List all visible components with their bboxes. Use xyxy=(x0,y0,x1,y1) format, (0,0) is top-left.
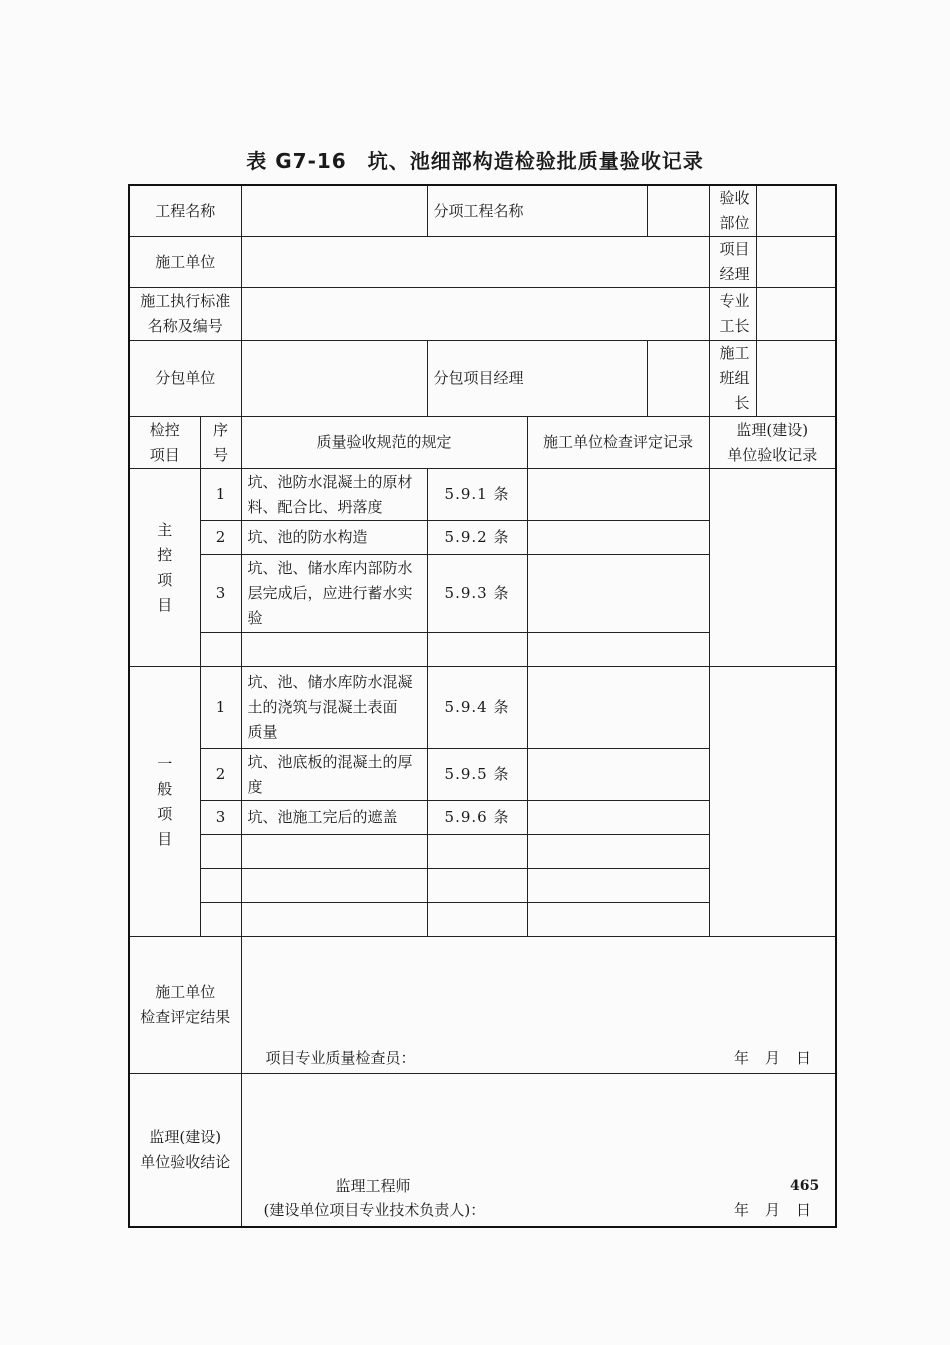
empty-clause-cell[interactable] xyxy=(427,633,527,667)
main-label-char: 主 xyxy=(157,520,173,539)
column-header-row xyxy=(129,417,836,469)
check-record-cell[interactable] xyxy=(527,555,709,633)
item-description xyxy=(241,469,427,521)
standard-label xyxy=(129,288,241,341)
main-label-char: 项 xyxy=(157,570,173,589)
item-description xyxy=(241,667,427,749)
subcontract-unit-field[interactable] xyxy=(241,341,427,417)
check-record-column-header: 施工单位检查评定记录 xyxy=(527,417,709,469)
sub-project-label: 分项工程名称 xyxy=(427,185,647,237)
sub-project-field[interactable] xyxy=(647,185,709,237)
check-record-cell[interactable] xyxy=(527,903,709,937)
empty-description-cell[interactable] xyxy=(241,869,427,903)
main-label-char: 目 xyxy=(157,595,173,614)
conclusion-label-line1: 监理(建设) xyxy=(149,1127,222,1146)
result-label-line1: 施工单位 xyxy=(155,983,216,1001)
header-row-project xyxy=(129,185,836,237)
item-number: 3 xyxy=(200,801,241,835)
result-date xyxy=(718,1047,811,1069)
header-row-standard xyxy=(129,288,836,341)
description-line: 坑、池、储水库防水混凝 xyxy=(247,673,413,691)
empty-description-cell[interactable] xyxy=(241,835,427,869)
inspection-result-row xyxy=(129,937,836,1074)
subcontract-manager-label: 分包项目经理 xyxy=(427,341,647,417)
header-row-unit xyxy=(129,237,836,288)
team-leader-field[interactable] xyxy=(756,341,836,417)
item-clause: 5.9.1 条 xyxy=(427,469,527,521)
description-line: 料、配合比、坍落度 xyxy=(247,497,383,516)
supervisor-record-general[interactable] xyxy=(709,667,836,937)
project-name-label: 工程名称 xyxy=(129,185,241,237)
empty-clause-cell[interactable] xyxy=(427,835,527,869)
description-line: 层完成后，应进行蓄水实 xyxy=(247,584,413,602)
empty-number-cell[interactable] xyxy=(200,633,241,667)
category-header-line1: 检控 xyxy=(149,420,180,439)
owner-label: (建设单位项目专业技术负责人)： xyxy=(263,1200,486,1219)
item-number: 1 xyxy=(200,469,241,521)
page-number: 465 xyxy=(790,1178,820,1194)
empty-clause-cell[interactable] xyxy=(427,903,527,937)
inspect-part-label: 验收部位 xyxy=(709,185,756,237)
general-label-char: 般 xyxy=(157,779,173,798)
item-clause: 5.9.2 条 xyxy=(427,521,527,555)
spec-column-header: 质量验收规范的规定 xyxy=(241,417,527,469)
foreman-field[interactable] xyxy=(756,288,836,341)
item-clause: 5.9.3 条 xyxy=(427,555,527,633)
empty-clause-cell[interactable] xyxy=(427,869,527,903)
check-record-cell[interactable] xyxy=(527,835,709,869)
item-description xyxy=(241,749,427,801)
inspector-label: 项目专业质量检查员： xyxy=(265,1049,416,1067)
category-header-line2: 项目 xyxy=(149,445,180,464)
main-label-char: 控 xyxy=(157,545,173,564)
description-line: 坑、池、储水库内部防水 xyxy=(247,559,413,577)
construction-unit-field[interactable] xyxy=(241,237,709,288)
inspect-part-field[interactable] xyxy=(756,185,836,237)
standard-label-line1: 施工执行标准 xyxy=(140,292,231,310)
form-title: 表 G7-16 坑、池细部构造检验批质量验收记录 xyxy=(246,149,704,173)
inspection-result-field[interactable] xyxy=(241,937,836,1074)
item-number: 2 xyxy=(200,749,241,801)
category-column-header xyxy=(129,417,200,469)
supervisor-header-line2: 单位验收记录 xyxy=(727,445,818,464)
general-label-char: 目 xyxy=(157,829,173,848)
result-label-line2: 检查评定结果 xyxy=(140,1008,231,1026)
foreman-label: 专业工长 xyxy=(709,288,756,341)
month-label: 月 xyxy=(765,1049,781,1067)
general-label-char: 一 xyxy=(157,754,173,773)
supervisor-record-main[interactable] xyxy=(709,469,836,667)
description-line: 验 xyxy=(247,609,263,627)
item-clause: 5.9.6 条 xyxy=(427,801,527,835)
year-label: 年 xyxy=(733,1200,749,1219)
main-items-label xyxy=(129,469,200,667)
description-line: 坑、池防水混凝土的原材 xyxy=(247,472,413,491)
project-manager-field[interactable] xyxy=(756,237,836,288)
supervision-conclusion-row xyxy=(129,1074,836,1227)
inspection-form-table xyxy=(128,184,837,1228)
item-clause: 5.9.5 条 xyxy=(427,749,527,801)
general-items-label xyxy=(129,667,200,937)
general-label-char: 项 xyxy=(157,804,173,823)
seq-header-line2: 号 xyxy=(213,445,229,464)
empty-description-cell[interactable] xyxy=(241,903,427,937)
item-number: 2 xyxy=(200,521,241,555)
engineer-signature-block xyxy=(264,1174,812,1222)
engineer-label: 监理工程师 xyxy=(335,1176,411,1195)
standard-label-line2: 名称及编号 xyxy=(147,317,223,335)
header-row-subcontract xyxy=(129,341,836,417)
day-label: 日 xyxy=(796,1049,812,1067)
item-description: 坑、池施工完后的遮盖 xyxy=(241,801,427,835)
project-manager-label: 项目经理 xyxy=(709,237,756,288)
check-record-cell[interactable] xyxy=(527,469,709,521)
subcontract-unit-label: 分包单位 xyxy=(129,341,241,417)
description-line: 质量 xyxy=(247,723,278,741)
check-record-cell[interactable] xyxy=(527,667,709,749)
check-record-cell[interactable] xyxy=(527,749,709,801)
month-label: 月 xyxy=(765,1200,781,1219)
supervisor-column-header xyxy=(709,417,836,469)
item-description: 坑、池的防水构造 xyxy=(241,521,427,555)
main-item-row xyxy=(129,469,836,521)
standard-field[interactable] xyxy=(241,288,709,341)
empty-number-cell[interactable] xyxy=(200,835,241,869)
check-record-cell[interactable] xyxy=(527,801,709,835)
description-line: 坑、池底板的混凝土的厚 xyxy=(247,752,413,771)
subcontract-manager-field[interactable] xyxy=(647,341,709,417)
supervision-conclusion-field[interactable] xyxy=(241,1074,836,1227)
check-record-cell[interactable] xyxy=(527,633,709,667)
seq-column-header xyxy=(200,417,241,469)
team-leader-label: 施工班组长 xyxy=(709,341,756,417)
supervision-conclusion-label xyxy=(129,1074,241,1227)
empty-number-cell[interactable] xyxy=(200,869,241,903)
check-record-cell[interactable] xyxy=(527,521,709,555)
inspector-signature-line xyxy=(266,1047,812,1069)
description-line: 度 xyxy=(247,777,263,796)
year-label: 年 xyxy=(733,1049,749,1067)
item-number: 1 xyxy=(200,667,241,749)
conclusion-label-line2: 单位验收结论 xyxy=(140,1152,231,1171)
check-record-cell[interactable] xyxy=(527,869,709,903)
description-line: 土的浇筑与混凝土表面 xyxy=(247,698,398,716)
day-label: 日 xyxy=(796,1200,812,1219)
project-name-field[interactable] xyxy=(241,185,427,237)
seq-header-line1: 序 xyxy=(213,420,229,439)
conclusion-date xyxy=(718,1198,811,1222)
empty-description-cell[interactable] xyxy=(241,633,427,667)
general-item-row xyxy=(129,667,836,749)
supervisor-header-line1: 监理(建设) xyxy=(736,420,809,439)
inspection-result-label xyxy=(129,937,241,1074)
construction-unit-label: 施工单位 xyxy=(129,237,241,288)
empty-number-cell[interactable] xyxy=(200,903,241,937)
item-description xyxy=(241,555,427,633)
item-number: 3 xyxy=(200,555,241,633)
item-clause: 5.9.4 条 xyxy=(427,667,527,749)
